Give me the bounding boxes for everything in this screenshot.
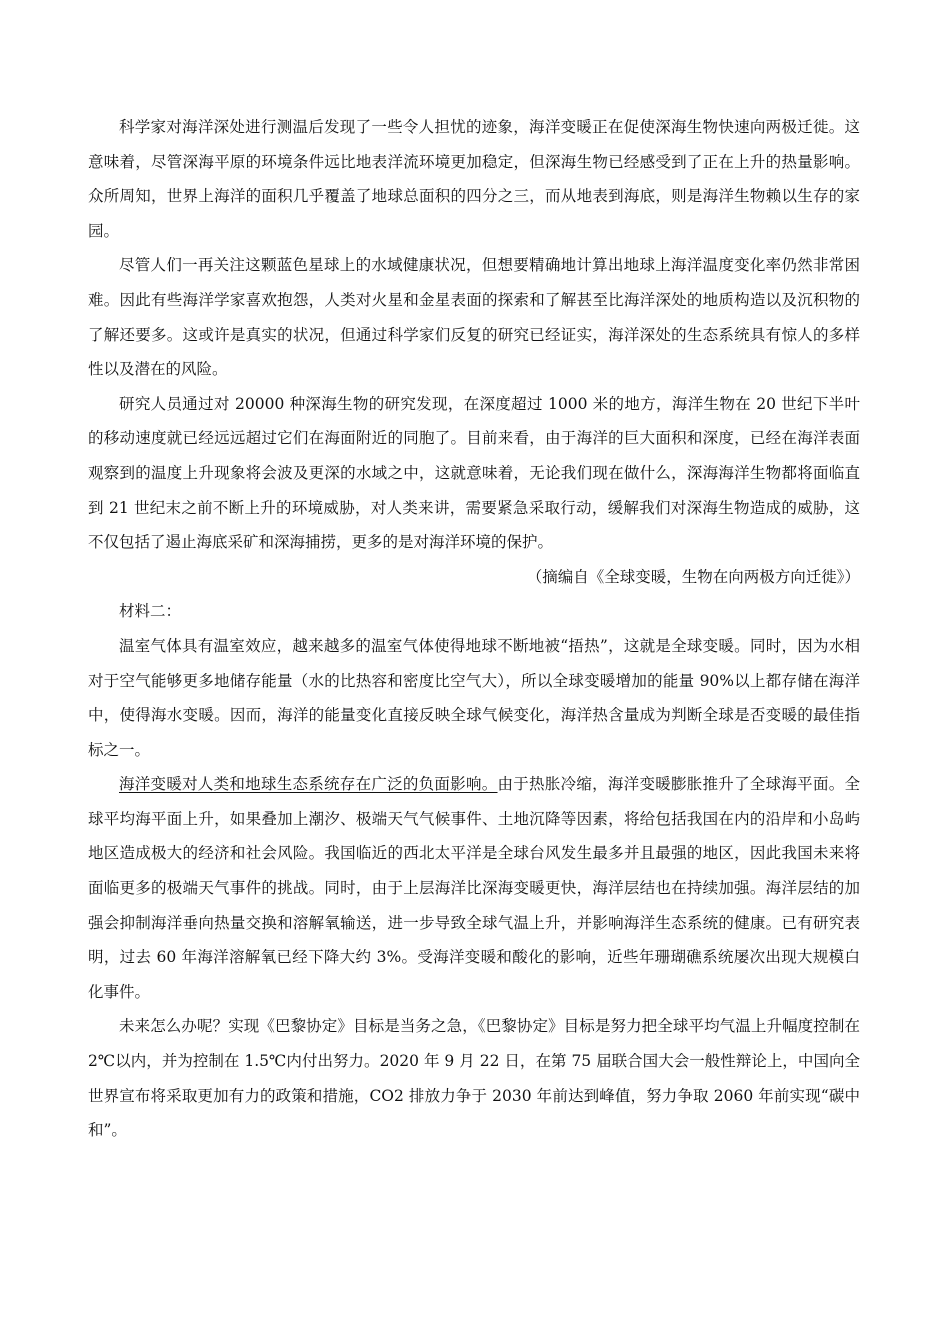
- underlined-sentence: 海洋变暖对人类和地球生态系统存在广泛的负面影响。: [119, 775, 498, 794]
- document-page: [88, 110, 860, 1148]
- paragraph-4: 温室气体具有温室效应，越来越多的温室气体使得地球不断地被“捂热”，这就是全球变暖。同时，因为水相对于空气能够更多地储存能量（水的比热容和密度比空气大），所以全球变暖增加的能量 90%以上都存储在海洋中，使得海水变暖。因而，海洋的能量变化直接反映全球气候变化，海洋热含量成为判断全球是否变暖的最佳指标之一。: [88, 636, 860, 759]
- paragraph-1: 科学家对海洋深处进行测温后发现了一些令人担忧的迹象，海洋变暖正在促使深海生物快速向两极迁徙。这意味着，尽管深海平原的环境条件远比地表洋流环境更加稳定，但深海生物已经感受到了正在上升的热量影响。众所周知，世界上海洋的面积几乎覆盖了地球总面积的四分之三，而从地表到海底，则是海洋生物赖以生存的家园。: [88, 118, 860, 240]
- paragraph-6: 未来怎么办呢？实现《巴黎协定》目标是当务之急，《巴黎协定》目标是努力把全球平均气温上升幅度控制在 2℃以内，并为控制在 1.5℃内付出努力。2020 年 9 月 22 日，在第 75 届联合国大会一般性辩论上，中国向全世界宣布将采取更加有力的政策和措施，CO2 排放力争于 2030 年前达到峰值，努力争取 2060 年前实现“碳中和”。: [88, 1017, 860, 1140]
- source-citation: （摘编自《全球变暖，生物在向两极方向迁徙》）: [526, 567, 860, 586]
- paragraph-5: [88, 767, 860, 1009]
- paragraph-5-rest: 由于热胀冷缩，海洋变暖膨胀推升了全球海平面。全球平均海平面上升，如果叠加上潮汐、极端天气气候事件、土地沉降等因素，将给包括我国在内的沿岸和小岛屿地区造成极大的经济和社会风险。我国临近的西北太平洋是全球台风发生最多并且最强的地区，因此我国未来将面临更多的极端天气事件的挑战。同时，由于上层海洋比深海变暖更快，海洋层结也在持续加强。海洋层结的加强会抑制海洋垂向热量交换和溶解氧输送，进一步导致全球气温上升，并影响海洋生态系统的健康。已有研究表明，过去 60 年海洋溶解氧已经下降大约 3%。受海洋变暖和酸化的影响，近些年珊瑚礁系统屡次出现大规模白化事件。: [88, 775, 860, 1001]
- material-2-label: 材料二：: [119, 602, 182, 621]
- paragraph-2: 尽管人们一再关注这颗蓝色星球上的水域健康状况，但想要精确地计算出地球上海洋温度变化率仍然非常困难。因此有些海洋学家喜欢抱怨，人类对火星和金星表面的探索和了解甚至比海洋深处的地质构造以及沉积物的了解还要多。这或许是真实的状况，但通过科学家们反复的研究已经证实，海洋深处的生态系统具有惊人的多样性以及潜在的风险。: [88, 256, 860, 379]
- paragraph-3: 研究人员通过对 20000 种深海生物的研究发现，在深度超过 1000 米的地方，海洋生物在 20 世纪下半叶的移动速度就已经远远超过它们在海面附近的同胞了。目前来看，由于海洋的巨大面积和深度，已经在海洋表面观察到的温度上升现象将会波及更深的水域之中，这就意味着，无论我们现在做什么，深海海洋生物都将面临直到 21 世纪末之前不断上升的环境威胁，对人类来讲，需要紧急采取行动，缓解我们对深海生物造成的威胁，这不仅包括了遏止海底采矿和深海捕捞，更多的是对海洋环境的保护。: [88, 394, 860, 552]
